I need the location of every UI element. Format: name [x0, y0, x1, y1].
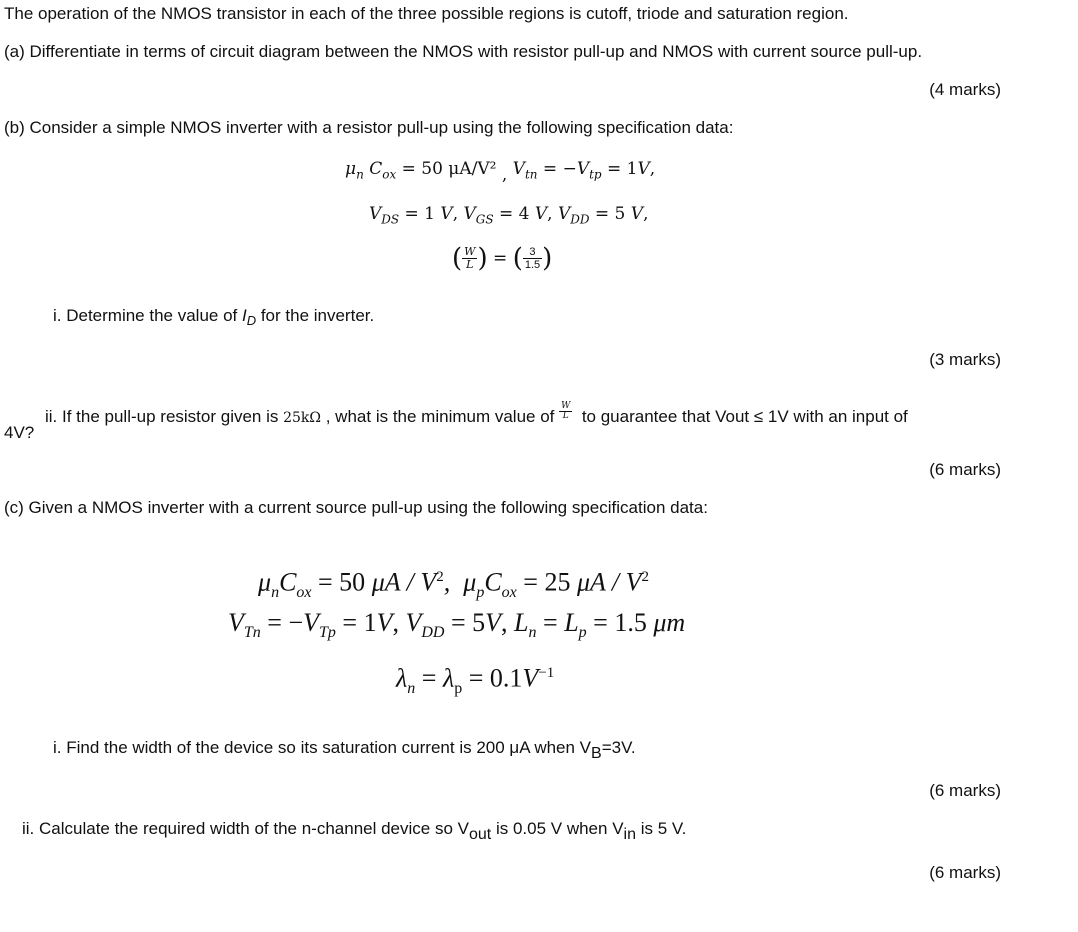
- question-a: (a) Differentiate in terms of circuit diagram between the NMOS with resistor pull-up and NMOS with current source pull-up.: [4, 42, 923, 61]
- question-c-ii-marks: (6 marks): [929, 863, 1001, 882]
- question-b-ii-marks: (6 marks): [929, 460, 1001, 479]
- b-equation-1: $\mu_n$ $C_{ox} = 50$ μA/V² , $V_{tn} = -V_{tp} = 1V$,: [345, 159, 656, 185]
- question-b-ii: ii. If the pull-up resistor given is 25kΩ , what is the minimum value of $\frac{W}{L}$ to guarantee that Vout ≤ 1V with an input of: [45, 401, 908, 426]
- b-equation-2: $V_{DS} = 1$ V, $V_{GS} = 4$ V, $V_{DD} = 5$ V,: [369, 204, 649, 227]
- question-c-ii: ii. Calculate the required width of the n-channel device so Vout is 0.05 V when Vin is 5 V.: [22, 819, 687, 843]
- question-c-i-marks: (6 marks): [929, 781, 1001, 800]
- c-equation-3: $\lambda_n = \lambda_p = 0.1V^{-1}$: [396, 663, 555, 697]
- c-equation-1: $\mu_nC_{ox} = 50$ μA / $V^2$, $\mu_pC_{ox} = 25$ μA / $V^2$: [258, 567, 650, 601]
- question-b-i-marks: (3 marks): [929, 350, 1001, 369]
- question-b: (b) Consider a simple NMOS inverter with a resistor pull-up using the following specification data:: [4, 118, 734, 137]
- intro-text: The operation of the NMOS transistor in each of the three possible regions is cutoff, triode and saturation region.: [4, 4, 849, 23]
- c-equation-2: $V_{Tn} = -V_{Tp} = 1V$, $V_{DD} = 5V$, $L_n = L_p = 1.5$ μm: [228, 608, 686, 642]
- b-equation-3: ( $\frac{W}{L}$ ) = ( $\frac{3}{1.5}$ ): [452, 243, 553, 274]
- question-a-marks: (4 marks): [929, 80, 1001, 99]
- question-b-i: i. Determine the value of $I_D$ for the inverter.: [53, 306, 375, 328]
- question-c-i: i. Find the width of the device so its saturation current is 200 μA when VB=3V.: [53, 738, 636, 762]
- question-c: (c) Given a NMOS inverter with a current source pull-up using the following specification data:: [4, 498, 708, 517]
- question-b-ii-cont: 4V?: [4, 423, 35, 442]
